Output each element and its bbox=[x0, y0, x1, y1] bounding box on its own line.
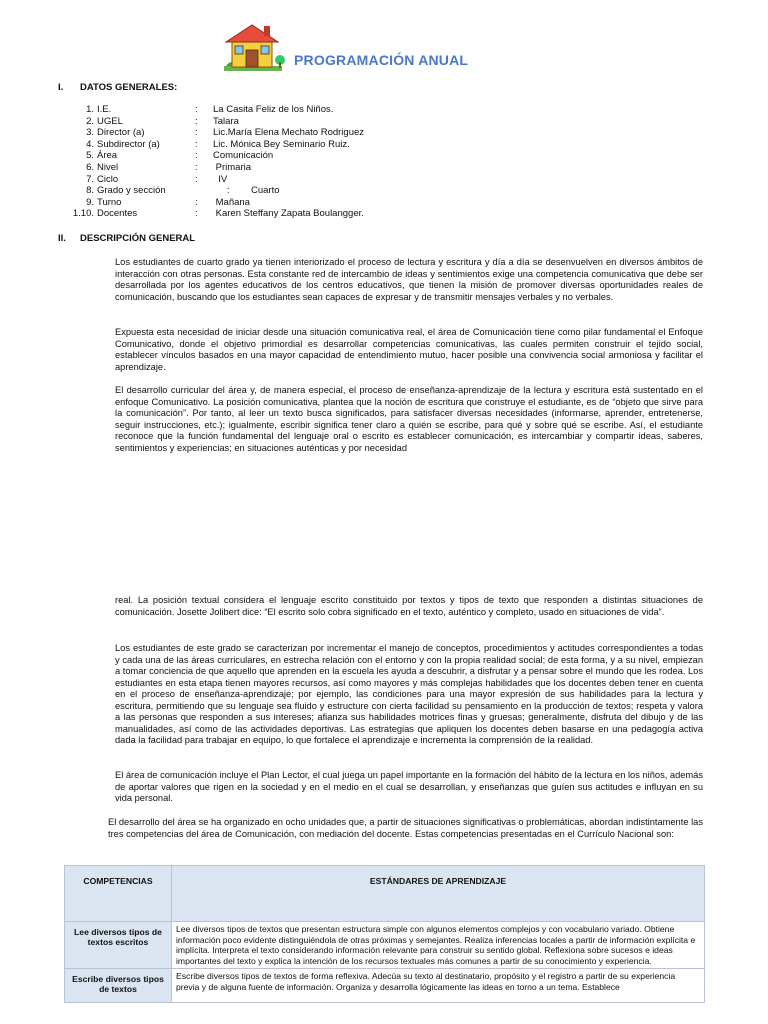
item-value: Lic. Mónica Bey Seminario Ruiz. bbox=[213, 138, 350, 150]
item-key: Director (a) bbox=[97, 127, 145, 139]
paragraph: Los estudiantes de este grado se caracterizan por incrementar el manejo de conceptos, procedimientos y actitudes correspondientes a todas y cada una de las áreas curriculares, en estrecha relación con el entorno y con la propia realidad social; de esta forma, y a su nivel, empiezan a tomar conciencia de que aquello que aprenden en la escuela les ayuda a descubrir, a disfrutar y a pensar sobre el mundo que les rodea. Los estudiantes en esta etapa tienen mayores recursos, así como mayores y más complejas habilidades que los docentes deben tener en cuenta en el proceso de enseñanza-aprendizaje; por ejemplo, las condiciones para una mayor expresión de sus habilidades para la lectura y escritura, permitiendo que su lenguaje sea fluido y estructure con cierta facilidad su pensamiento en la producción de textos; respeta y valora a las personas que responden a sus intereses; afianza sus habilidades motrices finas y gruesas; generalmente, disfruta del dibujo y de las manualidades, así como de las actividades deportivas. Las estrategias que apliquen los docentes deben basarse en una pedagogía activa dada la facilidad para trabajar en equipo, lo que fortalece el aprendizaje e incrementa la comprensión de la realidad. bbox=[115, 643, 703, 745]
item-value: Primaria bbox=[213, 161, 252, 173]
list-item bbox=[50, 208, 450, 220]
paragraph: Los estudiantes de cuarto grado ya tienen interiorizado el proceso de lectura y escritura y día a día se desenvuelven en diversos ámbitos de interacción con otras personas. Esta constante red de intercambio de ideas y sentimientos exige una competencia comunicativa que debe ser desarrollada por los agentes educativos de los centros educativos, que tienen la misión de promover diversas oportunidades reales de comunicación, buscando que los estudiantes sean capaces de expresar y de transmitir mensajes verbales y no verbales. bbox=[115, 257, 703, 302]
table-cell-estandar: Escribe diversos tipos de textos de forma reflexiva. Adecúa su texto al destinatario, propósito y el registro a partir de su experiencia previa y de alguna fuente de información. Organiza y desarrolla lógicamente las ideas en torno a un tema. Establece bbox=[172, 969, 705, 1003]
section-heading-datos-generales bbox=[58, 82, 358, 94]
paragraph: Expuesta esta necesidad de iniciar desde una situación comunicativa real, el área de Comunicación tiene como pilar fundamental el Enfoque Comunicativo, donde el objetivo primordial es desarrollar competencias comunicativas, las cuales permiten construir el tejido social, establecer vínculos basados en una mayor capacidad de entendimiento mutuo, hacer posible una convivencia social armoniosa y facilitar el aprendizaje. bbox=[115, 327, 703, 372]
colon: : bbox=[195, 138, 198, 150]
item-value: La Casita Feliz de los Niños. bbox=[213, 104, 334, 115]
item-number: 9. bbox=[86, 196, 94, 208]
table-cell-competencia: Escribe diversos tipos de textos bbox=[65, 969, 172, 1003]
table-cell-estandar: Lee diversos tipos de textos que presentan estructura simple con algunos elementos complejos y con vocabulario variado. Obtiene información poco evidente distinguiéndola de otras próximas y semejantes. Realiza inferencias locales a partir de información explícita e implícita. Interpreta el texto considerando información relevante para construir su sentido global. Reflexiona sobre sucesos e ideas importantes del texto y explica la intención de los recursos textuales más comunes a partir de su conocimiento y experiencia. bbox=[172, 922, 705, 969]
paragraph: El área de comunicación incluye el Plan Lector, el cual juega un papel importante en la formación del hábito de la lectura en los niños, además de aportar valores que rigen en la sociedad y en el medio en el cual se desarrollan, y enseñanzas que guíen sus actitudes e influyan en su vida personal. bbox=[115, 770, 703, 803]
item-value: Cuarto bbox=[251, 185, 280, 197]
table-header-estandares: ESTÁNDARES DE APRENDIZAJE bbox=[172, 866, 705, 922]
item-value: Lic.María Elena Mechato Rodriguez bbox=[213, 127, 365, 139]
colon: : bbox=[195, 104, 198, 115]
item-key: Turno bbox=[97, 196, 122, 208]
paragraph: El desarrollo curricular del área y, de manera especial, el proceso de enseñanza-aprendizaje de la lectura y escritura está sustentado en el enfoque Comunicativo. La posición comunicativa, plantea que la noción de escritura que construye el estudiante, es de “objeto que sirve para la comunicación”. Por tanto, al leer un texto busca significados, para satisfacer diversas necesidades (informarse, aprender, entretenerse, seguir instrucciones, etc.); igualmente, escribir significa tener claro a quién se escribe, para qué y sobre qué se escribe. Así, el estudiante reconoce que la función fundamental del lenguaje oral o escrito es establecer comunicación, es intercambiar y compartir ideas, saberes, sentimientos y experiencias; en situaciones auténticas y por necesidad bbox=[115, 385, 703, 453]
page-title: PROGRAMACIÓN ANUAL bbox=[294, 52, 469, 68]
table-header-competencias: COMPETENCIAS bbox=[65, 866, 172, 922]
item-number: 4. bbox=[86, 138, 94, 150]
item-value: IV bbox=[213, 173, 228, 185]
item-value: Karen Steffany Zapata Boulangger. bbox=[213, 208, 364, 220]
section-title: DESCRIPCIÓN GENERAL bbox=[80, 233, 196, 244]
item-key: Ciclo bbox=[97, 173, 119, 185]
item-key: Área bbox=[97, 150, 118, 162]
list-item bbox=[50, 162, 450, 174]
item-number: 1. bbox=[86, 104, 94, 115]
item-key: UGEL bbox=[97, 115, 123, 127]
colon: : bbox=[195, 161, 198, 173]
section-title: DATOS GENERALES: bbox=[80, 82, 178, 93]
colon: : bbox=[227, 185, 230, 197]
item-number: 2. bbox=[86, 115, 94, 127]
table-row bbox=[65, 969, 705, 1003]
list-item bbox=[50, 127, 450, 139]
item-number: 8. bbox=[86, 185, 94, 197]
list-item bbox=[50, 174, 450, 186]
item-number: 3. bbox=[86, 127, 94, 139]
list-item bbox=[50, 150, 450, 162]
table-header-row bbox=[65, 866, 705, 922]
colon: : bbox=[195, 173, 198, 185]
item-key: Docentes bbox=[97, 208, 138, 220]
section-heading-descripcion-general bbox=[58, 233, 358, 245]
paragraph: El desarrollo del área se ha organizado en ocho unidades que, a partir de situaciones significativas o problemáticas, abordan indistintamente las tres competencias del área de Comunicación, con mediación del docente. Estas competencias presentadas en el Currículo Nacional son: bbox=[108, 817, 703, 839]
colon: : bbox=[195, 127, 198, 139]
item-value: Mañana bbox=[213, 196, 250, 208]
colon: : bbox=[195, 196, 198, 208]
list-item bbox=[50, 139, 450, 151]
datos-generales-list bbox=[50, 104, 450, 220]
item-number: 5. bbox=[86, 150, 94, 162]
colon: : bbox=[195, 150, 198, 162]
house-icon bbox=[220, 22, 286, 72]
list-item bbox=[50, 116, 450, 128]
item-key: Nivel bbox=[97, 161, 119, 173]
item-number: 6. bbox=[86, 161, 94, 173]
item-value: Comunicación bbox=[213, 150, 274, 162]
section-number: II. bbox=[58, 233, 66, 244]
table-cell-competencia: Lee diversos tipos de textos escritos bbox=[65, 922, 172, 969]
table-row bbox=[65, 922, 705, 969]
item-key: Grado y sección bbox=[97, 185, 166, 197]
item-number: 1.10. bbox=[72, 208, 94, 220]
section-number: I. bbox=[58, 82, 64, 93]
colon: : bbox=[195, 208, 198, 220]
item-number: 7. bbox=[86, 173, 94, 185]
competencias-table bbox=[64, 865, 705, 1003]
list-item bbox=[50, 197, 450, 209]
item-value: Talara bbox=[213, 115, 239, 127]
item-key: I.E. bbox=[97, 104, 112, 115]
colon: : bbox=[195, 115, 198, 127]
list-item bbox=[50, 104, 450, 116]
list-item bbox=[50, 185, 450, 197]
item-key: Subdirector (a) bbox=[97, 138, 160, 150]
paragraph: real. La posición textual considera el lenguaje escrito constituido por textos y tipos de texto que responden a distintas situaciones de comunicación. Josette Jolibert dice: “El escrito solo cobra significado en el texto, auténtico y completo, usado en situaciones de vida”. bbox=[115, 595, 703, 617]
